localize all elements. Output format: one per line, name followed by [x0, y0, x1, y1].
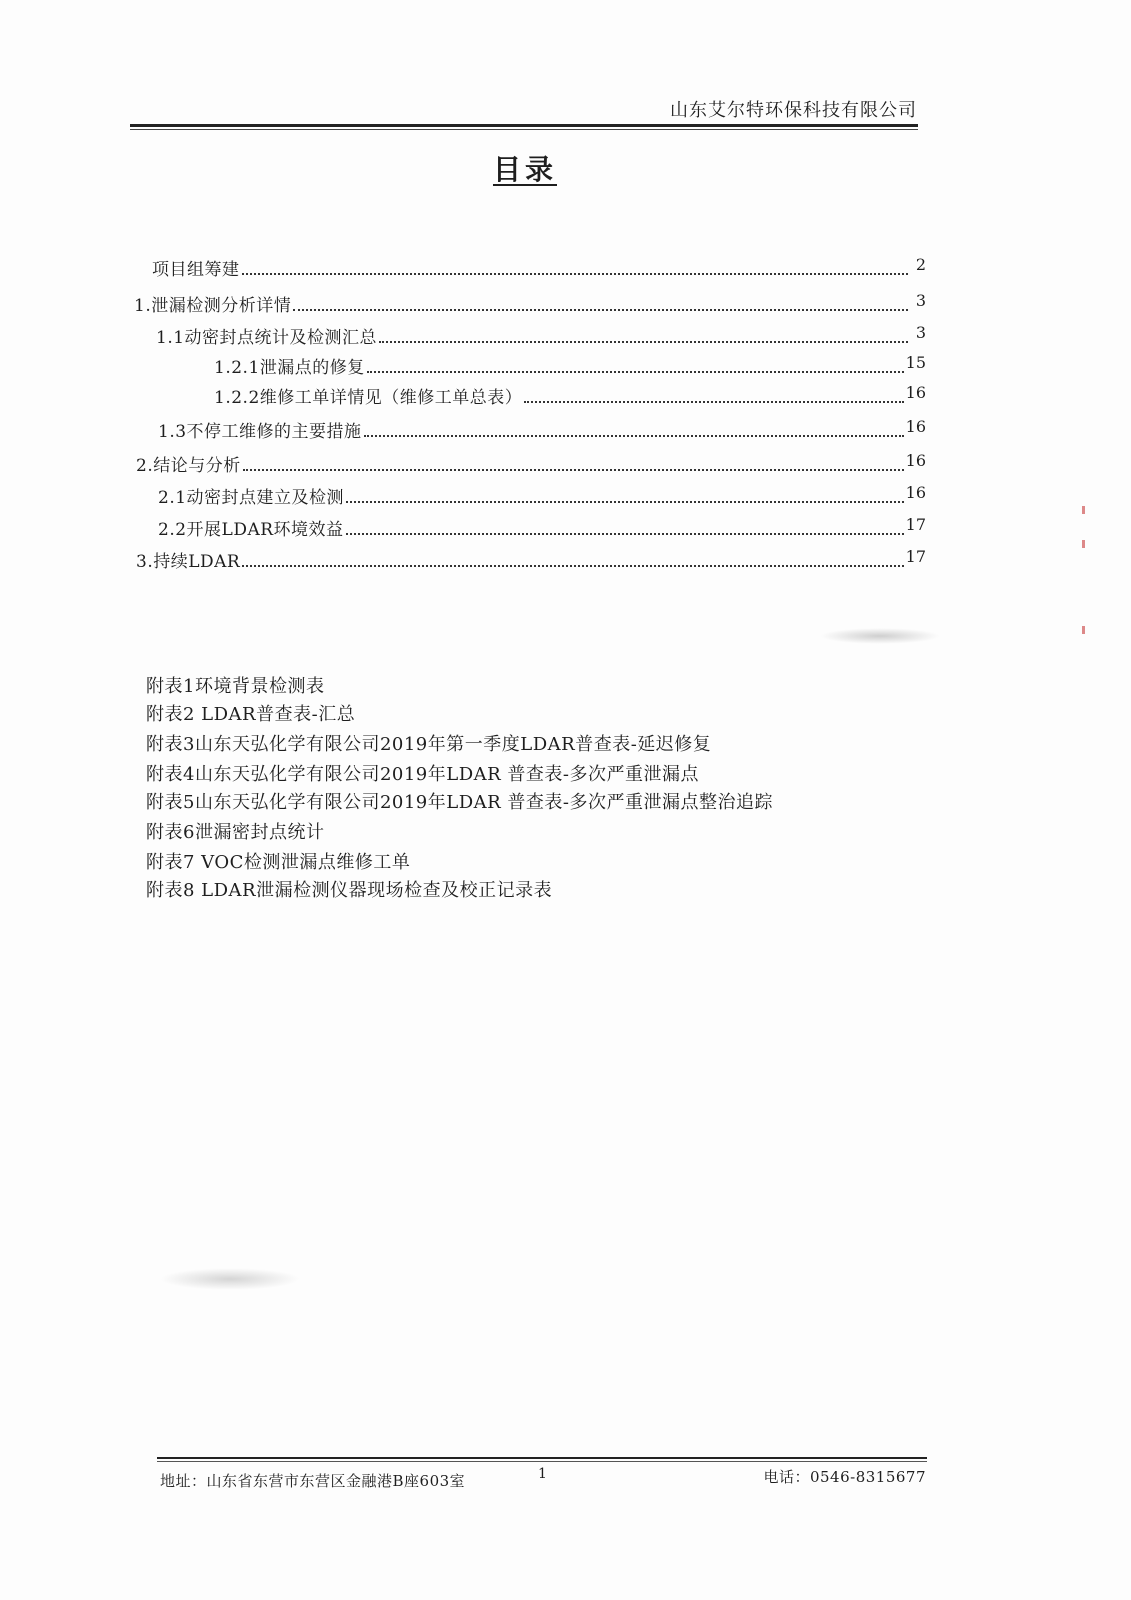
toc-page: 2 [915, 255, 926, 274]
toc-page: 17 [905, 515, 926, 534]
appendix-item: 附表1环境背景检测表 [146, 676, 325, 697]
toc-page: 16 [905, 483, 926, 502]
toc-page: 16 [905, 417, 926, 436]
toc-entry-conclusion[interactable] [136, 451, 926, 476]
scan-smudge [160, 1268, 300, 1290]
toc-label: 1.2.2维修工单详情见（维修工单总表） [214, 388, 523, 408]
toc-entry-online-repair[interactable] [158, 417, 926, 442]
footer-page-number: 1 [538, 1466, 547, 1482]
page-title [0, 148, 1050, 188]
appendix-item: 附表6泄漏密封点统计 [146, 822, 325, 843]
toc-page: 3 [915, 291, 926, 310]
appendix-item: 附表3山东天弘化学有限公司2019年第一季度LDAR普查表-延迟修复 [146, 734, 712, 755]
toc-label: 1.泄漏检测分析详情 [134, 296, 292, 316]
toc-leader [346, 532, 904, 535]
toc-label: 2.2开展LDAR环境效益 [158, 520, 344, 540]
toc-leader [346, 500, 904, 503]
appendix-item: 附表7 VOC检测泄漏点维修工单 [146, 852, 411, 873]
toc-leader [293, 308, 908, 311]
toc-page: 16 [905, 451, 926, 470]
footer-phone: 电话：0546-8315677 [763, 1468, 926, 1486]
toc-leader [364, 434, 904, 437]
toc-leader [243, 468, 904, 471]
header-rule [130, 124, 918, 127]
toc-label: 2.结论与分析 [136, 456, 241, 476]
toc-leader [242, 564, 903, 567]
page-title-text: 目录 [492, 153, 557, 186]
appendix-item: 附表4山东天弘化学有限公司2019年LDAR 普查表-多次严重泄漏点 [146, 764, 699, 785]
toc-leader [524, 400, 903, 403]
appendix-item: 附表2 LDAR普查表-汇总 [146, 704, 356, 725]
toc-page: 16 [905, 383, 926, 402]
toc-label: 1.3不停工维修的主要措施 [158, 422, 362, 442]
toc-label: 2.1动密封点建立及检测 [158, 488, 345, 508]
appendix-item: 附表8 LDAR泄漏检测仪器现场检查及校正记录表 [146, 880, 553, 901]
toc-label: 项目组筹建 [152, 260, 240, 280]
toc-entry-continuous-ldar[interactable] [136, 547, 926, 572]
appendix-item: 附表5山东天弘化学有限公司2019年LDAR 普查表-多次严重泄漏点整治追踪 [146, 792, 773, 813]
toc-leader [242, 272, 909, 275]
scan-mark [1082, 540, 1085, 548]
toc-entry-ldar-benefit[interactable] [158, 515, 926, 540]
toc-leader [367, 370, 904, 373]
toc-entry-seal-stats[interactable] [156, 323, 926, 348]
toc-label: 3.持续LDAR [136, 552, 241, 572]
header-rule-thin [130, 129, 918, 130]
toc-page: 3 [915, 323, 926, 342]
toc-entry-seal-setup[interactable] [158, 483, 926, 508]
scan-smudge [820, 628, 940, 644]
toc-entry-project-team[interactable] [152, 255, 926, 280]
header-company: 山东艾尔特环保科技有限公司 [670, 100, 917, 121]
footer-rule [157, 1457, 927, 1459]
footer-address: 地址：山东省东营市东营区金融港B座603室 [160, 1472, 466, 1490]
toc-entry-work-orders[interactable] [214, 383, 926, 408]
scan-mark [1082, 506, 1085, 514]
scan-mark [1082, 626, 1085, 634]
toc-entry-leak-repair[interactable] [214, 353, 926, 378]
footer-rule-thin [157, 1461, 927, 1462]
toc-label: 1.2.1泄漏点的修复 [214, 358, 365, 378]
toc-entry-leak-analysis[interactable] [134, 291, 926, 316]
toc-leader [379, 340, 908, 343]
toc-label: 1.1动密封点统计及检测汇总 [156, 328, 378, 348]
toc-page: 15 [905, 353, 926, 372]
toc-page: 17 [905, 547, 926, 566]
